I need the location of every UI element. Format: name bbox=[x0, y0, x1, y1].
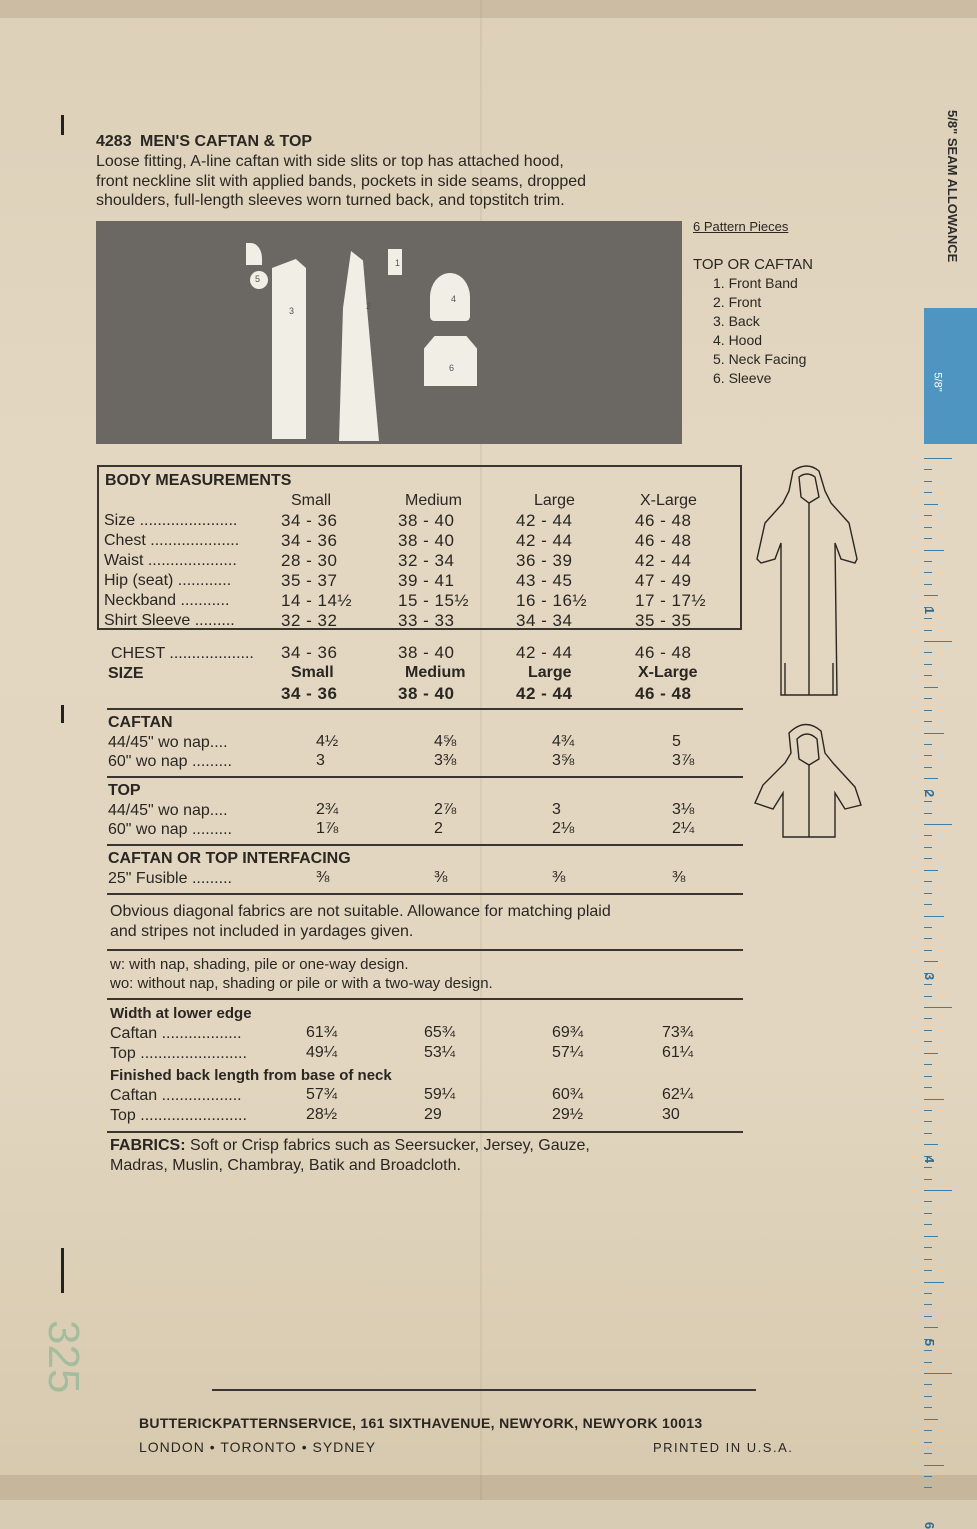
size-header: Large bbox=[534, 492, 575, 509]
ruler-tick bbox=[924, 664, 932, 665]
measure-value: 65¾ bbox=[424, 1024, 456, 1041]
ruler-tick bbox=[924, 698, 932, 699]
ruler-tick bbox=[924, 515, 932, 516]
measurement-value: 34 - 36 bbox=[281, 511, 338, 530]
measurement-value: 42 - 44 bbox=[635, 551, 692, 570]
ruler-tick bbox=[924, 1327, 938, 1328]
piece-item: 1. Front Band bbox=[713, 275, 798, 291]
ruler-tick bbox=[924, 1350, 932, 1351]
yardage-heading: TOP bbox=[108, 782, 141, 799]
yardage-value: 4⅝ bbox=[434, 733, 457, 750]
ruler-tick bbox=[924, 630, 932, 631]
fabrics-line: Madras, Muslin, Chambray, Batik and Broadcloth. bbox=[110, 1157, 461, 1174]
ruler-tick bbox=[924, 652, 932, 653]
size-value: 42 - 44 bbox=[516, 684, 573, 703]
yardage-value: 2⅞ bbox=[434, 801, 457, 818]
measurement-value: 14 - 14½ bbox=[281, 591, 353, 610]
yardage-value: 2 bbox=[434, 820, 443, 837]
measurement-value: 17 - 17½ bbox=[635, 591, 707, 610]
ruler-tick bbox=[924, 961, 938, 962]
divider bbox=[107, 998, 743, 1000]
sleeve-piece bbox=[424, 336, 477, 386]
ruler-tick bbox=[924, 1099, 944, 1100]
measurement-value: 15 - 15½ bbox=[398, 591, 470, 610]
measurement-value: 32 - 34 bbox=[398, 551, 455, 570]
price-stamp: 325 bbox=[39, 1320, 88, 1394]
ruler-tick bbox=[924, 469, 932, 470]
ruler-tick bbox=[924, 1465, 944, 1466]
ruler-tick bbox=[924, 458, 952, 459]
ruler-tick bbox=[924, 984, 932, 985]
size-name: Medium bbox=[405, 664, 466, 681]
ruler-tick bbox=[924, 1247, 932, 1248]
piece-item: 3. Back bbox=[713, 313, 760, 329]
measure-value: 29 bbox=[424, 1106, 442, 1123]
measure-value: 59¼ bbox=[424, 1086, 456, 1103]
ruler-tick bbox=[924, 996, 932, 997]
measure-heading: Finished back length from base of neck bbox=[110, 1067, 392, 1084]
ruler-tick bbox=[924, 733, 944, 734]
measure-value: 30 bbox=[662, 1106, 680, 1123]
seam-allowance-label: 5/8" SEAM ALLOWANCE bbox=[945, 110, 960, 263]
yardage-value: ⅜ bbox=[316, 869, 330, 886]
measure-label: Top ........................ bbox=[110, 1107, 247, 1124]
measure-value: 57¾ bbox=[306, 1086, 338, 1103]
ruler-tick bbox=[924, 881, 932, 882]
pieces-count: 6 Pattern Pieces bbox=[693, 219, 789, 234]
yardage-value: 3 bbox=[552, 801, 561, 818]
body-measurements-title: BODY MEASUREMENTS bbox=[105, 472, 292, 489]
front-piece bbox=[339, 251, 379, 441]
description-line: front neckline slit with applied bands, pockets in side seams, dropped bbox=[96, 173, 587, 190]
ruler-tick bbox=[924, 858, 932, 859]
size-value: 46 - 48 bbox=[635, 684, 692, 703]
ruler-tick bbox=[924, 1213, 932, 1214]
size-name: Small bbox=[291, 664, 334, 681]
yardage-heading: CAFTAN bbox=[108, 714, 173, 731]
ruler-tick bbox=[924, 710, 932, 711]
ruler-tick bbox=[924, 1453, 932, 1454]
measurement-label: Hip (seat) ............ bbox=[104, 572, 232, 589]
ruler-tick bbox=[924, 538, 932, 539]
ruler-tick bbox=[924, 1030, 932, 1031]
ruler-tick bbox=[924, 1396, 932, 1397]
divider bbox=[107, 893, 743, 895]
size-header: Medium bbox=[405, 492, 462, 509]
chest-value: 42 - 44 bbox=[516, 643, 573, 662]
ruler-tick bbox=[924, 1133, 932, 1134]
measurement-value: 34 - 34 bbox=[516, 611, 573, 630]
ruler-tick bbox=[924, 492, 932, 493]
yardage-label: 60" wo nap ......... bbox=[108, 753, 232, 770]
size-value: 38 - 40 bbox=[398, 684, 455, 703]
ruler-tick bbox=[924, 618, 932, 619]
measure-value: 61¼ bbox=[662, 1044, 694, 1061]
ruler-tick bbox=[924, 1076, 932, 1077]
measurement-value: 38 - 40 bbox=[398, 511, 455, 530]
divider bbox=[107, 949, 743, 951]
measure-value: 57¼ bbox=[552, 1044, 584, 1061]
ruler-tick bbox=[924, 767, 932, 768]
diagram-number: 1 bbox=[395, 258, 401, 268]
measurement-value: 33 - 33 bbox=[398, 611, 455, 630]
description-line: shoulders, full-length sleeves worn turned back, and topstitch trim. bbox=[96, 192, 565, 209]
measurement-value: 43 - 45 bbox=[516, 571, 573, 590]
measurement-value: 42 - 44 bbox=[516, 511, 573, 530]
ruler-tick bbox=[924, 1201, 932, 1202]
ruler-tick bbox=[924, 1282, 944, 1283]
publisher-cities: LONDON • TORONTO • SYDNEY bbox=[139, 1439, 377, 1455]
chest-label: CHEST ................... bbox=[111, 645, 254, 662]
measure-value: 49¼ bbox=[306, 1044, 338, 1061]
yardage-value: 3⅛ bbox=[672, 801, 695, 818]
back-piece bbox=[272, 259, 306, 439]
ruler-tick bbox=[924, 1259, 932, 1260]
chest-value: 46 - 48 bbox=[635, 643, 692, 662]
yardage-label: 25" Fusible ......... bbox=[108, 870, 232, 887]
ruler-tick bbox=[924, 1304, 932, 1305]
measurement-label: Waist .................... bbox=[104, 552, 237, 569]
ruler-tick bbox=[924, 1144, 938, 1145]
hood-piece bbox=[430, 273, 470, 321]
ruler-tick bbox=[924, 1384, 932, 1385]
measure-value: 69¾ bbox=[552, 1024, 584, 1041]
ruler-tick bbox=[924, 1407, 932, 1408]
ruler-tick bbox=[924, 1293, 932, 1294]
ruler-number: 5 bbox=[922, 1338, 938, 1347]
yardage-label: 44/45" wo nap.... bbox=[108, 734, 228, 751]
divider bbox=[107, 708, 743, 710]
measurement-value: 16 - 16½ bbox=[516, 591, 588, 610]
diagram-number: 4 bbox=[451, 294, 457, 304]
pattern-title: MEN'S CAFTAN & TOP bbox=[140, 133, 313, 150]
seam-allowance-ruler bbox=[922, 308, 977, 1529]
ruler-tick bbox=[924, 504, 938, 505]
ruler-tick bbox=[924, 1179, 932, 1180]
size-header: X-Large bbox=[640, 492, 697, 509]
ruler-tick bbox=[924, 1487, 932, 1488]
pattern-pieces-diagram bbox=[96, 221, 682, 444]
measure-label: Caftan .................. bbox=[110, 1087, 242, 1104]
garment-sketches bbox=[745, 463, 865, 863]
yardage-value: 2¼ bbox=[672, 820, 695, 837]
yardage-value: ⅜ bbox=[552, 869, 566, 886]
measurement-value: 34 - 36 bbox=[281, 531, 338, 550]
ruler-tick bbox=[924, 1373, 952, 1374]
divider bbox=[107, 1131, 743, 1133]
diagram-number: 5 bbox=[255, 274, 261, 284]
ruler-tick bbox=[924, 1236, 938, 1237]
ruler-tick bbox=[924, 1007, 952, 1008]
ruler-tick bbox=[924, 916, 944, 917]
measurement-value: 46 - 48 bbox=[635, 511, 692, 530]
divider bbox=[107, 844, 743, 846]
ruler-tick bbox=[924, 938, 932, 939]
measure-value: 53¼ bbox=[424, 1044, 456, 1061]
measurement-value: 42 - 44 bbox=[516, 531, 573, 550]
yardage-value: 3 bbox=[316, 752, 325, 769]
ruler-tick bbox=[924, 824, 952, 825]
ruler-number: 4 bbox=[922, 1155, 938, 1164]
ruler-tick bbox=[924, 1419, 938, 1420]
ruler-tick bbox=[924, 721, 932, 722]
measure-value: 61¾ bbox=[306, 1024, 338, 1041]
measure-value: 29½ bbox=[552, 1106, 584, 1123]
ruler-tick bbox=[924, 1362, 932, 1363]
ruler-tick bbox=[924, 1041, 932, 1042]
chest-value: 38 - 40 bbox=[398, 643, 455, 662]
measurement-value: 47 - 49 bbox=[635, 571, 692, 590]
measure-value: 62¼ bbox=[662, 1086, 694, 1103]
neck-facing-piece bbox=[246, 243, 262, 265]
ruler-tick bbox=[924, 675, 932, 676]
measure-label: Caftan .................. bbox=[110, 1025, 242, 1042]
fabrics-line: FABRICS: Soft or Crisp fabrics such as Seersucker, Jersey, Gauze, bbox=[110, 1137, 590, 1154]
measure-label: Top ........................ bbox=[110, 1045, 247, 1062]
ruler-tick bbox=[924, 904, 932, 905]
ruler-tick bbox=[924, 1270, 932, 1271]
divider bbox=[107, 776, 743, 778]
printed-in: PRINTED IN U.S.A. bbox=[653, 1440, 794, 1455]
measure-value: 60¾ bbox=[552, 1086, 584, 1103]
ruler-tick bbox=[924, 778, 938, 779]
note-line: Obvious diagonal fabrics are not suitable. Allowance for matching plaid bbox=[110, 903, 611, 920]
ruler-number: 2 bbox=[922, 789, 938, 798]
description-line: Loose fitting, A-line caftan with side slits or top has attached hood, bbox=[96, 153, 564, 170]
yardage-heading: CAFTAN OR TOP INTERFACING bbox=[108, 850, 351, 867]
ruler-tick bbox=[924, 1087, 932, 1088]
yardage-value: 2⅛ bbox=[552, 820, 575, 837]
yardage-value: 4¾ bbox=[552, 733, 575, 750]
ruler-tick bbox=[924, 801, 932, 802]
ruler-tick bbox=[924, 595, 938, 596]
measurement-label: Chest .................... bbox=[104, 532, 240, 549]
piece-item: 5. Neck Facing bbox=[713, 351, 807, 367]
ruler-tick bbox=[924, 893, 932, 894]
yardage-value: 3⅜ bbox=[434, 752, 457, 769]
ruler-tick bbox=[924, 1190, 952, 1191]
ruler-tick bbox=[924, 755, 932, 756]
ruler-tick bbox=[924, 687, 938, 688]
publisher-address: BUTTERICKPATTERNSERVICE, 161 SIXTHAVENUE, NEWYORK, NEWYORK 10013 bbox=[139, 1415, 703, 1431]
ruler-tick bbox=[924, 927, 932, 928]
yardage-value: 3⅝ bbox=[552, 752, 575, 769]
size-name: Large bbox=[528, 664, 572, 681]
diagram-number: 6 bbox=[449, 363, 455, 373]
ruler-tick bbox=[924, 847, 932, 848]
ruler-tick bbox=[924, 1430, 932, 1431]
size-header: Small bbox=[291, 492, 332, 509]
ruler-tick bbox=[924, 950, 932, 951]
ruler-tick bbox=[924, 1110, 932, 1111]
yardage-value: 3⅞ bbox=[672, 752, 695, 769]
measurement-value: 32 - 32 bbox=[281, 611, 338, 630]
yardage-value: 2¾ bbox=[316, 801, 339, 818]
yardage-value: ⅜ bbox=[672, 869, 686, 886]
ruler-seam-mark: 5/8" bbox=[931, 372, 944, 392]
measurement-value: 35 - 35 bbox=[635, 611, 692, 630]
ruler-tick bbox=[924, 744, 932, 745]
ruler-tick bbox=[924, 813, 932, 814]
ruler-tick bbox=[924, 1476, 932, 1477]
note-line: and stripes not included in yardages given. bbox=[110, 923, 414, 940]
ruler-tick bbox=[924, 1167, 932, 1168]
diagram-number: 3 bbox=[289, 306, 295, 316]
ruler-tick bbox=[924, 870, 938, 871]
size-label: SIZE bbox=[108, 665, 144, 682]
yardage-label: 60" wo nap ......... bbox=[108, 821, 232, 838]
measurement-value: 28 - 30 bbox=[281, 551, 338, 570]
pieces-heading: TOP OR CAFTAN bbox=[693, 256, 814, 273]
piece-item: 4. Hood bbox=[713, 332, 763, 348]
ruler-tick bbox=[924, 572, 932, 573]
measurement-label: Size ...................... bbox=[104, 512, 238, 529]
ruler-tick bbox=[924, 561, 932, 562]
measure-value: 28½ bbox=[306, 1106, 338, 1123]
ruler-tick bbox=[924, 1053, 938, 1054]
nap-note: w: with nap, shading, pile or one-way design. bbox=[110, 956, 409, 973]
ruler-tick bbox=[924, 1316, 932, 1317]
yardage-value: ⅜ bbox=[434, 869, 448, 886]
measure-value: 73¾ bbox=[662, 1024, 694, 1041]
measure-heading: Width at lower edge bbox=[110, 1005, 252, 1022]
measurement-value: 38 - 40 bbox=[398, 531, 455, 550]
size-name: X-Large bbox=[638, 664, 698, 681]
yardage-label: 44/45" wo nap.... bbox=[108, 802, 228, 819]
ruler-tick bbox=[924, 1064, 932, 1065]
measurement-value: 46 - 48 bbox=[635, 531, 692, 550]
piece-item: 6. Sleeve bbox=[713, 370, 772, 386]
ruler-tick bbox=[924, 527, 932, 528]
yardage-value: 1⅞ bbox=[316, 820, 339, 837]
measurement-label: Neckband ........... bbox=[104, 592, 230, 609]
ruler-tick bbox=[924, 481, 932, 482]
ruler-tick bbox=[924, 1224, 932, 1225]
ruler-number: 6 bbox=[922, 1521, 938, 1529]
ruler-tick bbox=[924, 1018, 932, 1019]
ruler-number: 3 bbox=[922, 972, 938, 981]
ruler-tick bbox=[924, 584, 932, 585]
chest-value: 34 - 36 bbox=[281, 643, 338, 662]
measurement-label: Shirt Sleeve ......... bbox=[104, 612, 235, 629]
measurement-value: 35 - 37 bbox=[281, 571, 338, 590]
measurement-value: 39 - 41 bbox=[398, 571, 455, 590]
footer-line bbox=[212, 1389, 756, 1391]
ruler-tick bbox=[924, 1121, 932, 1122]
piece-item: 2. Front bbox=[713, 294, 762, 310]
yardage-value: 5 bbox=[672, 733, 681, 750]
diagram-number: 2 bbox=[366, 301, 372, 311]
ruler-tick bbox=[924, 835, 932, 836]
size-value: 34 - 36 bbox=[281, 684, 338, 703]
nap-note: wo: without nap, shading or pile or with a two-way design. bbox=[110, 975, 493, 992]
ruler-tick bbox=[924, 641, 952, 642]
pattern-number: 4283 bbox=[96, 133, 132, 150]
ruler-tick bbox=[924, 550, 944, 551]
ruler-number: 1 bbox=[922, 606, 938, 615]
yardage-value: 4½ bbox=[316, 733, 339, 750]
ruler-tick bbox=[924, 1442, 932, 1443]
measurement-value: 36 - 39 bbox=[516, 551, 573, 570]
